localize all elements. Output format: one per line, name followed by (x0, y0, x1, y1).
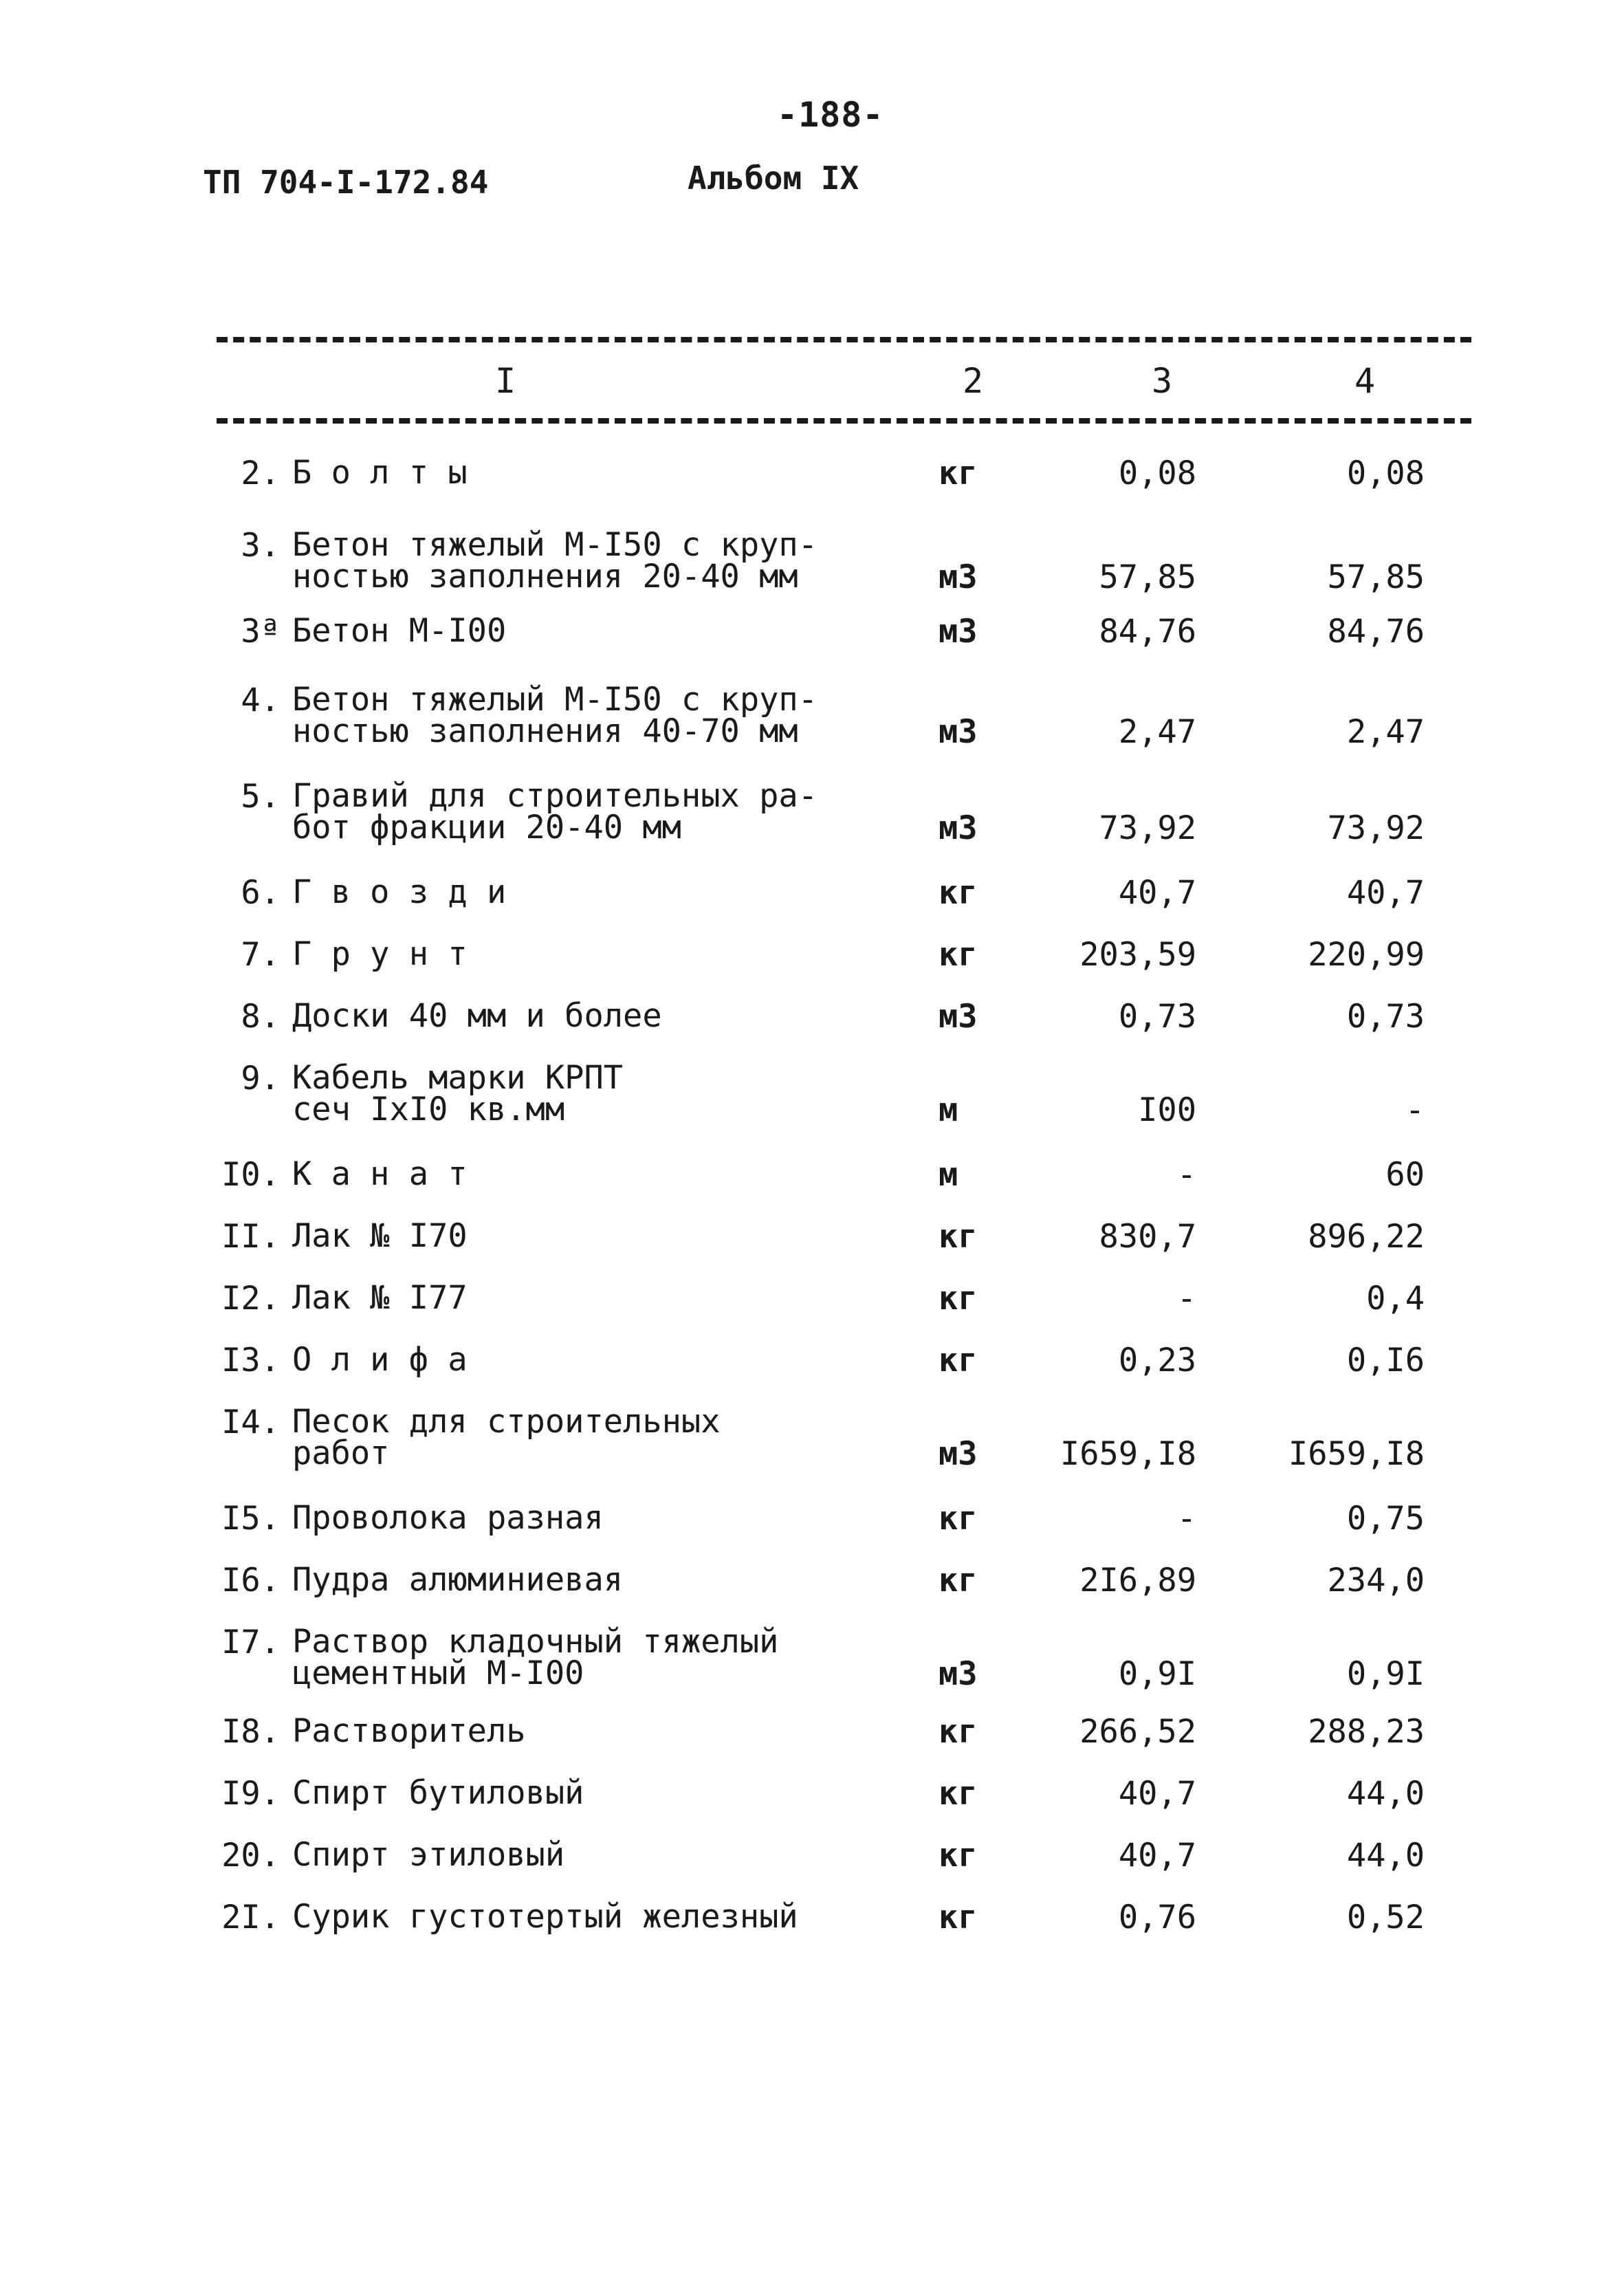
unit-cell: кг (939, 1280, 978, 1318)
unit-cell: кг (939, 874, 978, 912)
value-col3: 0,23 (1118, 1342, 1196, 1379)
row-number: I3. (221, 1342, 280, 1379)
row-number: 7. (241, 936, 280, 974)
material-name-line: ностью заполнения 40-70 мм (292, 712, 798, 750)
material-name-line: К а н а т (292, 1155, 468, 1193)
unit-cell: кг (939, 455, 978, 492)
unit-cell: кг (939, 1775, 978, 1813)
material-name-line: Г в о з д и (292, 873, 507, 911)
unit-cell: кг (939, 1342, 978, 1379)
value-col3: 40,7 (1118, 1837, 1196, 1874)
column-header-2: 2 (963, 361, 984, 401)
material-name-line: Растворитель (292, 1712, 526, 1750)
row-number: I4. (221, 1403, 280, 1441)
row-number: I0. (221, 1156, 280, 1194)
value-col3: 203,59 (1079, 936, 1196, 974)
material-name-line: Бетон тяжелый М-I50 с круп- (292, 681, 818, 719)
value-col4: - (1405, 1091, 1425, 1129)
value-col4: 73,92 (1327, 809, 1425, 847)
value-col3: I659,I8 (1060, 1435, 1196, 1473)
row-number: 6. (241, 874, 280, 912)
material-name (292, 1836, 565, 1874)
unit-cell: м (939, 1156, 958, 1194)
row-number: 3ª (241, 613, 280, 651)
material-name (292, 1898, 798, 1936)
material-name (292, 1217, 468, 1255)
value-col4: 0,52 (1346, 1899, 1425, 1936)
value-col3: 830,7 (1099, 1218, 1196, 1256)
value-col3: 40,7 (1118, 1775, 1196, 1813)
row-number: 8. (241, 998, 280, 1036)
row-number: II. (221, 1218, 280, 1256)
unit-cell: кг (939, 1500, 978, 1538)
value-col4: 896,22 (1308, 1218, 1425, 1256)
material-name-line: Доски 40 мм и более (292, 997, 662, 1035)
material-name (292, 1403, 721, 1472)
value-col3: I00 (1138, 1091, 1196, 1129)
value-col3: 0,76 (1118, 1899, 1196, 1936)
material-name-line: Спирт этиловый (292, 1836, 565, 1874)
value-col3: 73,92 (1099, 809, 1196, 847)
row-number: I2. (221, 1280, 280, 1318)
unit-cell: м3 (939, 998, 978, 1036)
material-name-line: Пудра алюминиевая (292, 1561, 624, 1599)
value-col4: 0,73 (1346, 998, 1425, 1036)
material-name-line: ностью заполнения 20-40 мм (292, 558, 798, 595)
column-header-4: 4 (1354, 361, 1376, 401)
value-col3: - (1176, 1500, 1196, 1538)
value-col3: 2I6,89 (1079, 1562, 1196, 1599)
row-number: 2. (241, 455, 280, 492)
value-col4: 288,23 (1308, 1713, 1425, 1751)
value-col4: 84,76 (1327, 613, 1425, 651)
album-label: Альбом IX (688, 160, 859, 197)
material-name-line: цементный М-I00 (292, 1654, 584, 1692)
material-name-line: работ (292, 1434, 390, 1472)
material-name (292, 777, 818, 846)
value-col4: 60 (1385, 1156, 1425, 1194)
unit-cell: м3 (939, 713, 978, 751)
material-name-line: Сурик густотертый железный (292, 1898, 798, 1936)
page-number: -188- (777, 95, 884, 135)
row-number: 4. (241, 681, 280, 719)
value-col4: I659,I8 (1288, 1435, 1425, 1473)
material-name-line: Бетон М-I00 (292, 612, 507, 650)
material-name (292, 1774, 584, 1812)
value-col4: 44,0 (1346, 1837, 1425, 1874)
column-header-3: 3 (1152, 361, 1173, 401)
material-name-line: Бетон тяжелый М-I50 с круп- (292, 526, 818, 564)
value-col4: 2,47 (1346, 713, 1425, 751)
value-col4: 0,08 (1346, 455, 1425, 492)
unit-cell: м3 (939, 1435, 978, 1473)
row-number: 2I. (221, 1899, 280, 1936)
value-col3: 57,85 (1099, 558, 1196, 596)
value-col3: 2,47 (1118, 713, 1196, 751)
row-number: 9. (241, 1060, 280, 1097)
table-top-rule (217, 337, 1471, 342)
material-name-line: Спирт бутиловый (292, 1774, 584, 1812)
material-name (292, 612, 507, 650)
value-col4: 220,99 (1308, 936, 1425, 974)
unit-cell: кг (939, 1562, 978, 1599)
material-name (292, 1279, 468, 1317)
unit-cell: м3 (939, 613, 978, 651)
material-name (292, 873, 507, 911)
value-col4: 0,9I (1346, 1655, 1425, 1693)
row-number: 20. (221, 1837, 280, 1874)
material-name-line: бот фракции 20-40 мм (292, 809, 681, 846)
value-col3: 266,52 (1079, 1713, 1196, 1751)
value-col3: 0,08 (1118, 455, 1196, 492)
unit-cell: м3 (939, 1655, 978, 1693)
value-col3: 84,76 (1099, 613, 1196, 651)
material-name (292, 454, 468, 492)
value-col3: 0,9I (1118, 1655, 1196, 1693)
material-name-line: Кабель марки КРПТ (292, 1059, 624, 1097)
row-number: 5. (241, 778, 280, 816)
material-name (292, 681, 818, 750)
unit-cell: кг (939, 1713, 978, 1751)
value-col3: - (1176, 1156, 1196, 1194)
table-header-rule (217, 418, 1471, 424)
unit-cell: кг (939, 1837, 978, 1874)
value-col4: 57,85 (1327, 558, 1425, 596)
material-name (292, 935, 468, 973)
row-number: I9. (221, 1775, 280, 1813)
material-name-line: Проволока разная (292, 1499, 604, 1537)
material-name-line: Лак № I77 (292, 1279, 468, 1317)
material-name (292, 1712, 526, 1750)
unit-cell: кг (939, 936, 978, 974)
material-name (292, 1059, 624, 1128)
material-name-line: Песок для строительных (292, 1403, 721, 1441)
unit-cell: м (939, 1091, 958, 1129)
material-name-line: Г р у н т (292, 935, 468, 973)
material-name (292, 1341, 468, 1379)
material-name-line: сеч IxI0 кв.мм (292, 1091, 565, 1128)
material-name (292, 1499, 604, 1537)
value-col4: 44,0 (1346, 1775, 1425, 1813)
material-name (292, 526, 818, 595)
row-number: I7. (221, 1623, 280, 1661)
value-col4: 40,7 (1346, 874, 1425, 912)
value-col4: 234,0 (1327, 1562, 1425, 1599)
material-name-line: О л и ф а (292, 1341, 468, 1379)
document-code: ТП 704-I-172.84 (203, 164, 489, 201)
value-col3: 40,7 (1118, 874, 1196, 912)
value-col4: 0,I6 (1346, 1342, 1425, 1379)
row-number: I5. (221, 1500, 280, 1538)
unit-cell: кг (939, 1899, 978, 1936)
unit-cell: м3 (939, 809, 978, 847)
material-name-line: Раствор кладочный тяжелый (292, 1623, 779, 1661)
material-name (292, 1623, 779, 1692)
row-number: I8. (221, 1713, 280, 1751)
unit-cell: кг (939, 1218, 978, 1256)
material-name-line: Гравий для строительных ра- (292, 777, 818, 815)
material-name-line: Б о л т ы (292, 454, 468, 492)
value-col3: - (1176, 1280, 1196, 1318)
row-number: 3. (241, 527, 280, 565)
unit-cell: м3 (939, 558, 978, 596)
material-name (292, 1155, 468, 1193)
material-name (292, 997, 662, 1035)
material-name (292, 1561, 624, 1599)
value-col4: 0,75 (1346, 1500, 1425, 1538)
material-name-line: Лак № I70 (292, 1217, 468, 1255)
row-number: I6. (221, 1562, 280, 1599)
value-col4: 0,4 (1366, 1280, 1425, 1318)
value-col3: 0,73 (1118, 998, 1196, 1036)
column-header-1: I (495, 361, 516, 401)
